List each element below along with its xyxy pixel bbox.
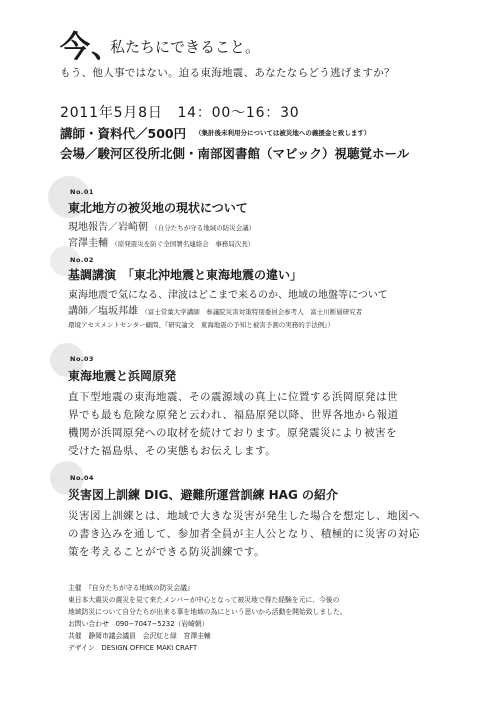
footer-line: 主催 『自分たちが守る地域の防災会議』 bbox=[68, 584, 194, 592]
event-venue: 会場／駿河区役所北側・南部図書館（マビック）視聴覚ホール bbox=[60, 146, 410, 161]
speaker-note: （原発震災を防ぐ全国署名連絡会 事務局次長） bbox=[111, 240, 255, 248]
event-fee: 講師・資料代／500円 bbox=[60, 126, 187, 141]
section-number: No.04 bbox=[70, 474, 94, 482]
footer-line: 共催 静岡市議会議員 会沢紅と緑 宮澤圭輔 bbox=[68, 632, 211, 640]
speaker-name: 現地報告／岩崎朝 bbox=[68, 222, 148, 233]
body-line: 災害図上訓練とは、地域で大きな災害が発生した場合を想定し、地図へ bbox=[68, 510, 420, 522]
body-line: 界でも最も危険な原発と云われ、福島原発以降、世界各地から報道 bbox=[68, 409, 399, 421]
subtitle: もう、他人事ではない。迫る東海地震、あなたならどう逃げますか？ bbox=[60, 67, 395, 79]
section-line bbox=[68, 218, 255, 233]
speaker-note: （富士常葉大学講師 参議院災害対策特別委員会参考人 富士川断層研究者 bbox=[141, 308, 363, 316]
section-line bbox=[68, 286, 388, 301]
title-main: 私たちにできること。 bbox=[110, 38, 261, 56]
speaker-note: （自分たちが守る地域の防災会議） bbox=[151, 224, 256, 232]
event-date: 2011年5月8日 14：00〜16：30 bbox=[60, 105, 300, 121]
event-fee-note: （集計後未利用分については被災地への義援金と致します） bbox=[195, 129, 371, 137]
section-number: No.03 bbox=[70, 355, 94, 363]
section-line bbox=[68, 234, 254, 249]
section-title: 東海地震と浜岡原発 bbox=[68, 369, 177, 383]
body-line: 策を考えることができる防災訓練です。 bbox=[68, 546, 266, 558]
section-number: No.02 bbox=[70, 256, 94, 264]
body-line: の書き込みを通して、参加者全員が主人公となり、積極的に災害の対応 bbox=[68, 528, 420, 540]
footer-line: 地域防災について自分たちが出来る事を地域の為にという思いから活動を開始致しました。 bbox=[68, 608, 347, 616]
speaker-name: 講師／塩坂邦雄 bbox=[68, 306, 138, 317]
body-line: 機関が浜岡原発への取材を続けております。原発震災により被害を bbox=[68, 427, 398, 439]
body-line: 直下型地震の東海地震、その震源域の真上に位置する浜岡原発は世 bbox=[68, 391, 398, 403]
speaker-name: 宮澤圭輔 bbox=[68, 238, 108, 249]
section-title: 基調講演 「東北沖地震と東海地震の違い」 bbox=[68, 268, 303, 282]
section-title: 災害図上訓練 DIG、避難所運営訓練 HAG の紹介 bbox=[68, 488, 338, 502]
speaker-note-cont: 環境アセスメントセンター顧問、『研究論文 東海地震の予知と被害予測の実務的手法例』） bbox=[68, 321, 334, 329]
section-line bbox=[68, 302, 362, 317]
line-text: 東海地震で気になる、津波はどこまで来るのか、地域の地盤等について bbox=[68, 290, 388, 301]
body-line: 受けた福島県、その実態もお伝えします。 bbox=[68, 445, 277, 457]
footer-line: デザイン DESIGN OFFICE MAKI CRAFT bbox=[68, 644, 198, 652]
title-big: 今、 bbox=[60, 30, 122, 65]
footer-line: 東日本大震災の震災を見て来たメンバーが中心となって被災地で得た経験を元に、今後の bbox=[68, 596, 340, 604]
section-title: 東北地方の被災地の現状について bbox=[68, 201, 248, 215]
footer-line: お問い合わせ 090−7047−5232（岩崎朝） bbox=[68, 620, 209, 628]
section-number: No.01 bbox=[70, 188, 94, 196]
